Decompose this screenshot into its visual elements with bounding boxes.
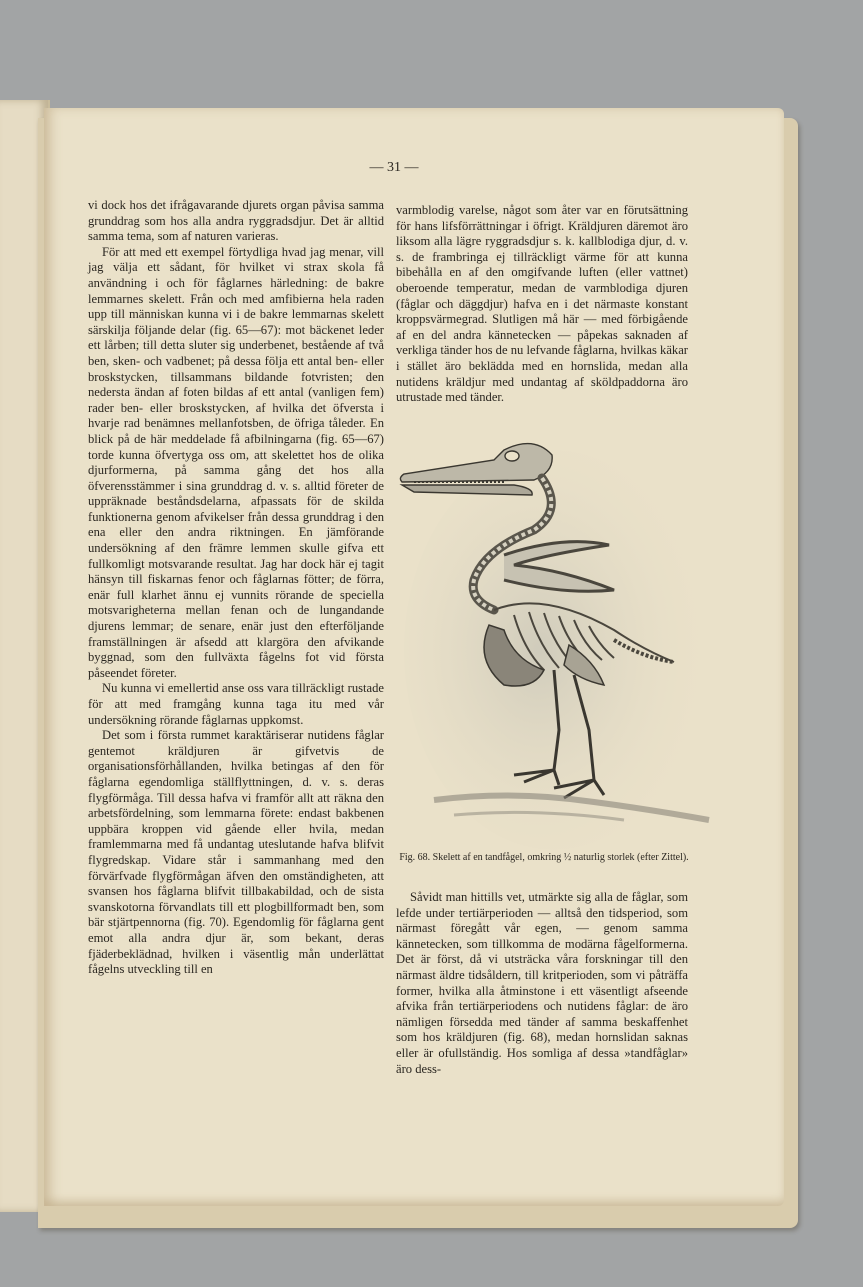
paragraph: Såvidt man hittills vet, utmärkte sig alla de fåglar, som lefde under tertiärperioden — alltså den tidsperiod, som närmast föregått vår egen, — genom samma kännetecken, som tillkomma de modärna fågelformerna. Det är först, då vi utsträcka våra forskningar till den närmast äldre tidsåldern, till kritperioden, som vi påträffa former, hvilka alla åtminstone i ett väsentligt afseende afvika från tertiärperiodens och nutidens fåglar: de äro nämligen försedda med tänder af samma beskaffenhet som hos kräldjuren (fig. 68), medan hornslidan saknas eller är ofullständig. Hos somliga af dessa »tandfåglar» äro dess- xyxy=(396,890,688,1076)
paragraph: varmblodig varelse, något som åter var en förutsättning för hans lifsförrättningar i öfrigt. Kräldjuren däremot äro liksom alla lägre ryggradsdjur s. k. kallblodiga djur, d. v. s. de frambringa ej tillräckligt värme för att kunna bibehålla en af den omgifvande luften (eller vattnet) oberoende temperatur, medan de varmblodiga djuren (fåglar och däggdjur) hafva en i det närmaste konstant kroppsvärmegrad. Slutligen må här — med förbigående af en del andra kännetecken — påpekas saknaden af verkliga tänder hos de nu lefvande fåglarna, hvilkas käkar i stället äro beklädda med en hornslida, medan alla nutidens kräldjur med undantag af sköldpaddorna äro utrustade med tänder. xyxy=(396,203,688,405)
bird-skeleton-illustration xyxy=(394,430,716,850)
right-column-bottom xyxy=(396,890,688,1077)
paragraph: För att med ett exempel förtydliga hvad jag menar, vill jag välja ett sådant, för hvilket vi strax skola få användning i och för fåglarnes härledning: de bakre lemmarnes skelett. Från och med amfibierna hela raden upp till människan kunna vi i de bakre lemmarnas skelett särskilja följande delar (fig. 65—67): mot bäckenet leder ett lårben; till detta sluter sig underbenet, bestående af två ben, sken- och vadbenet; på dessa följa ett antal ben- eller broskstycken, tillsammans bildande fotvristen; den nedersta ändan af foten bildas af ett antal (vanligen fem) rader ben- eller broskstycken, af hvilka det öfversta i hvarje rad benämnes mellanfotsben, de öfriga tåleder. En blick på de här meddelade få afbilningarna (fig. 65—67) torde kunna öfvertyga oss om, att skelettet hos de olika djurformerna, på samma gång det hos alla öfverensstämmer i sina grunddrag d. v. s. alltid företer de uppräknade beståndsdelarna, afpassats för de skilda funktionerna genom afvikelser från dessa grunddrag i den ena eller den andra riktningen. En jämförande undersökning af den främre lemmen skulle gifva ett fullkomligt motsvarande resultat. Jag har dock här ej tagit hänsyn till fiskarnas fenor och fåglarnas fötter; de förra, enär full klarhet ännu ej vunnits rörande de speciella motsvarigheterna mellan fenan och de lungandande djurens lemmar; de senare, enär just den efterföljande framställningen är afsedd att klargöra den afvikande byggnad, som den fullväxta fågelns fot vid första påseendet företer. xyxy=(88,244,384,680)
figure-caption: Fig. 68. Skelett af en tandfågel, omkring ½ naturlig storlek (efter Zittel). xyxy=(399,852,689,863)
paragraph: Nu kunna vi emellertid anse oss vara tillräckligt rustade för att med framgång kunna taga itu med vår undersökning rörande fåglarnas uppkomst. xyxy=(88,681,384,727)
bird-skeleton-figure xyxy=(394,430,716,850)
right-column-top xyxy=(396,203,688,406)
paragraph: vi dock hos det ifrågavarande djurets organ påvisa samma grunddrag som hos alla andra ryggradsdjur. Det är alltid samma tema, som af naturen varieras. xyxy=(88,198,384,244)
paragraph: Det som i första rummet karaktäriserar nutidens fåglar gentemot kräldjuren är gifvetvis de organisationsförhållanden, hvilka betingas af den för fåglarna egendomliga ställflyttningen, d. v. s. deras flygförmåga. Till dessa hafva vi framför allt att räkna den arbetsfördelning, som lemmarna förete: endast bakbenen uppbära kroppen vid gående eller hvila, medan framlemmarna med få undantag uteslutande hafva blifvit flygredskap. Vidare står i sammanhang med den förvärfvade flygförmågan äfven den omständigheten, att svansen hos fåglarna blifvit tillbakabildad, och de sista svanskotorna förvandlats till ett plogbillformadt ben, som bär stjärtpennorna (fig. 70). Egendomlig för fåglarna gent emot alla andra djur är, som bekant, deras fjäderbeklädnad, hvilken i väsentlig mån underlättat fågelns utveckling till en xyxy=(88,728,384,977)
page-number: — 31 — xyxy=(369,160,419,175)
left-column xyxy=(88,198,384,978)
